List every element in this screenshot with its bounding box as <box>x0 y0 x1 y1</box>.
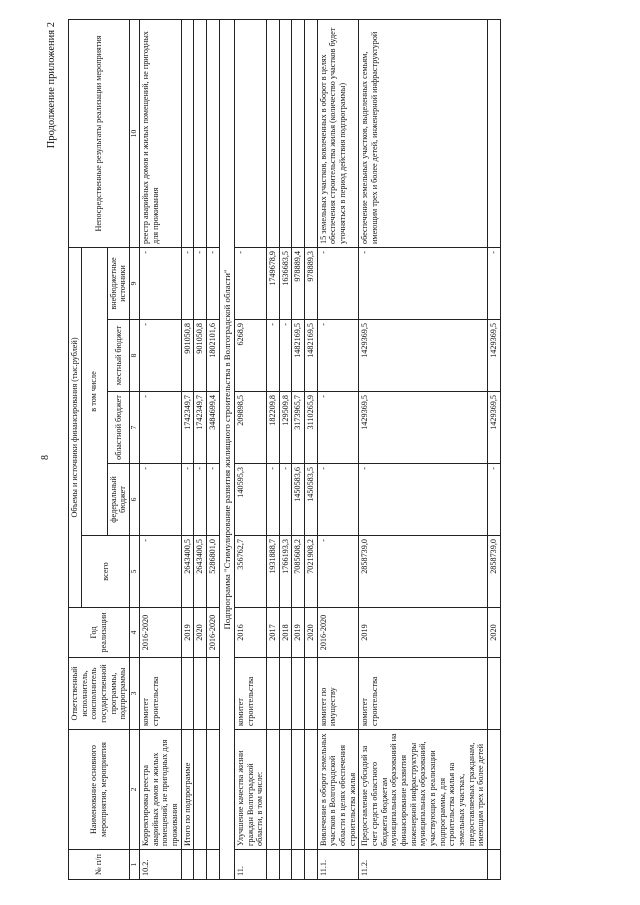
row-federal: - <box>194 464 207 536</box>
row-number <box>292 850 305 880</box>
row-result <box>292 19 305 247</box>
row-result: обеспечение земельных участков, выделенных семьям, имеющим трех и более детей, инженерной инфраструктурой <box>359 19 488 247</box>
row-local: 1429369,5 <box>359 320 488 392</box>
row-number <box>279 850 292 880</box>
row-local: 1429369,5 <box>488 320 501 392</box>
row-year: 2020 <box>194 608 207 658</box>
row-result <box>234 19 266 247</box>
row-regional: 182209,8 <box>266 392 279 464</box>
row-responsible <box>304 658 317 730</box>
header-results: Непосредственные результаты реализации мероприятия <box>69 19 130 247</box>
row-name <box>194 730 207 850</box>
row-regional: 3484699,4 <box>206 392 219 464</box>
table-row <box>206 19 219 879</box>
col-num: 2 <box>130 730 140 850</box>
col-num: 9 <box>130 247 140 319</box>
table-row <box>194 19 207 879</box>
row-local: 1482169,5 <box>292 320 305 392</box>
table-row <box>266 19 279 879</box>
row-year: 2020 <box>488 608 501 658</box>
rotated-landscape-page <box>40 20 600 880</box>
header-name: Наименование основного мероприятия, мероприятия <box>69 730 130 850</box>
table-row <box>279 19 292 879</box>
row-year: 2016-2020 <box>317 608 359 658</box>
row-extrabudget: 1749678,9 <box>266 247 279 319</box>
row-local: 6268,9 <box>234 320 266 392</box>
col-num: 8 <box>130 320 140 392</box>
row-name <box>279 730 292 850</box>
row-total: 356762,7 <box>234 536 266 608</box>
row-number: 10.2. <box>139 850 181 880</box>
row-federal: 140595,3 <box>234 464 266 536</box>
header-fed: федеральный бюджет <box>107 464 129 536</box>
row-responsible <box>194 658 207 730</box>
column-number-row <box>130 19 140 879</box>
row-total: 1931888,7 <box>266 536 279 608</box>
row-local: 1482169,5 <box>304 320 317 392</box>
row-year: 2019 <box>359 608 488 658</box>
row-federal: 1450583,5 <box>304 464 317 536</box>
col-num: 4 <box>130 608 140 658</box>
row-year: 2019 <box>292 608 305 658</box>
row-federal: - <box>206 464 219 536</box>
row-name: Корректировка реестра аварийных домов и жилых помещений, не пригодных для проживания <box>139 730 181 850</box>
row-result <box>194 19 207 247</box>
row-number <box>181 850 194 880</box>
funding-table <box>68 19 501 880</box>
row-name <box>488 730 501 850</box>
col-num: 10 <box>130 19 140 247</box>
row-result <box>266 19 279 247</box>
row-year: 2018 <box>279 608 292 658</box>
row-extrabudget: 978889,4 <box>292 247 305 319</box>
table-row <box>139 19 181 879</box>
row-number: 11.2. <box>359 850 488 880</box>
row-responsible <box>181 658 194 730</box>
row-number <box>266 850 279 880</box>
row-extrabudget: - <box>139 247 181 319</box>
row-responsible: комитет строительства <box>359 658 488 730</box>
row-total: 7085608,2 <box>292 536 305 608</box>
subprogram-title: Подпрограмма "Стимулирование развития жилищного строительства в Волгоградской области" <box>219 19 234 879</box>
col-num: 5 <box>130 536 140 608</box>
row-number <box>194 850 207 880</box>
row-total: 2858739,0 <box>488 536 501 608</box>
row-year: 2019 <box>181 608 194 658</box>
row-name: Предоставление субсидий за счет средств областного бюджета бюджетам муниципальных образований на финансирование развития инженерной инфраструктуры муниципальных образований, участвующих в реализации подпрограммы, для строительства жилья на земельных участках, предоставляемых гражданам, имеющим трех и более детей <box>359 730 488 850</box>
row-federal: - <box>488 464 501 536</box>
table-row <box>292 19 305 879</box>
header-reg: областной бюджет <box>107 392 129 464</box>
row-name: Вовлечение в оборот земельных участков в Волгоградской области в целях обеспечения строительства жилья <box>317 730 359 850</box>
row-year: 2016-2020 <box>139 608 181 658</box>
row-number <box>206 850 219 880</box>
page-number: 8 <box>40 455 51 460</box>
col-num: 7 <box>130 392 140 464</box>
row-regional: 1429369,5 <box>359 392 488 464</box>
row-responsible <box>206 658 219 730</box>
row-extrabudget: 978889,3 <box>304 247 317 319</box>
row-regional: 209898,5 <box>234 392 266 464</box>
row-regional: 1742349,7 <box>181 392 194 464</box>
row-result: 15 земельных участков, вовлеченных в оборот в целях обеспечения строительства жилья (количество участков будет уточняться в период действия подпрограммы) <box>317 19 359 247</box>
row-federal: - <box>266 464 279 536</box>
table-body-2 <box>234 19 500 879</box>
row-federal: - <box>181 464 194 536</box>
row-extrabudget: - <box>181 247 194 319</box>
col-num: 1 <box>130 850 140 880</box>
row-total: 2643400,5 <box>194 536 207 608</box>
table-row <box>304 19 317 879</box>
row-year: 2016-2020 <box>206 608 219 658</box>
row-name <box>206 730 219 850</box>
row-total: 5286801,0 <box>206 536 219 608</box>
row-year: 2017 <box>266 608 279 658</box>
table-body-1 <box>139 19 219 879</box>
row-result <box>304 19 317 247</box>
row-local: - <box>139 320 181 392</box>
col-num: 6 <box>130 464 140 536</box>
row-responsible: комитет строительства <box>139 658 181 730</box>
row-year: 2020 <box>304 608 317 658</box>
header-num: № п/п <box>69 850 130 880</box>
header-year: Год реализации <box>69 608 130 658</box>
row-extrabudget: - <box>488 247 501 319</box>
row-number: 11.1. <box>317 850 359 880</box>
row-total: - <box>139 536 181 608</box>
row-local: - <box>317 320 359 392</box>
row-name: Улучшение качества жизни граждан Волгоградской области, в том числе: <box>234 730 266 850</box>
row-regional: 129509,8 <box>279 392 292 464</box>
row-number: 11. <box>234 850 266 880</box>
row-federal: - <box>317 464 359 536</box>
row-local: 1802101,6 <box>206 320 219 392</box>
row-extrabudget: - <box>317 247 359 319</box>
header-responsible: Ответственный исполнитель, соисполнитель государственной программы, подпрограммы <box>69 658 130 730</box>
row-result <box>206 19 219 247</box>
row-name: Итого по подпрограмме <box>181 730 194 850</box>
row-result: реестр аварийных домов и жилых помещений, не пригодных для проживания <box>139 19 181 247</box>
row-federal: 1450583,6 <box>292 464 305 536</box>
header-loc: местный бюджет <box>107 320 129 392</box>
header-incl: в том числе <box>81 247 107 535</box>
row-extrabudget: - <box>234 247 266 319</box>
row-number <box>304 850 317 880</box>
row-total: - <box>317 536 359 608</box>
row-responsible <box>292 658 305 730</box>
row-responsible: комитет строительства <box>234 658 266 730</box>
row-extrabudget: 1636683,5 <box>279 247 292 319</box>
table-row <box>234 19 266 879</box>
row-number <box>488 850 501 880</box>
header-funding: Объемы и источники финансирования (тыс.рублей) <box>69 247 82 607</box>
header-total: всего <box>81 536 129 608</box>
row-regional: - <box>139 392 181 464</box>
row-name <box>304 730 317 850</box>
table-row <box>488 19 501 879</box>
row-local: - <box>266 320 279 392</box>
row-total: 2643400,5 <box>181 536 194 608</box>
row-extrabudget: - <box>206 247 219 319</box>
row-total: 7021908,2 <box>304 536 317 608</box>
row-responsible <box>279 658 292 730</box>
row-local: 901050,8 <box>181 320 194 392</box>
row-total: 1766193,3 <box>279 536 292 608</box>
continuation-note: Продолжение приложения 2 <box>46 22 57 149</box>
row-regional: 1742349,7 <box>194 392 207 464</box>
row-extrabudget: - <box>194 247 207 319</box>
row-local: - <box>279 320 292 392</box>
row-result <box>181 19 194 247</box>
row-responsible <box>266 658 279 730</box>
row-regional: 3110265,9 <box>304 392 317 464</box>
row-responsible: комитет по имуществу <box>317 658 359 730</box>
col-num: 3 <box>130 658 140 730</box>
row-total: 2858739,0 <box>359 536 488 608</box>
table-row <box>181 19 194 879</box>
table-row <box>317 19 359 879</box>
row-regional: 3173965,7 <box>292 392 305 464</box>
subprogram-section <box>219 19 234 879</box>
row-responsible <box>488 658 501 730</box>
row-federal: - <box>359 464 488 536</box>
row-local: 901050,8 <box>194 320 207 392</box>
row-regional: - <box>317 392 359 464</box>
table-row <box>359 19 488 879</box>
row-federal: - <box>279 464 292 536</box>
row-federal: - <box>139 464 181 536</box>
row-name <box>266 730 279 850</box>
header-extra: внебюджетные источники <box>107 247 129 319</box>
row-year: 2016 <box>234 608 266 658</box>
row-name <box>292 730 305 850</box>
row-result <box>279 19 292 247</box>
row-regional: 1429369,5 <box>488 392 501 464</box>
row-extrabudget: - <box>359 247 488 319</box>
row-result <box>488 19 501 247</box>
